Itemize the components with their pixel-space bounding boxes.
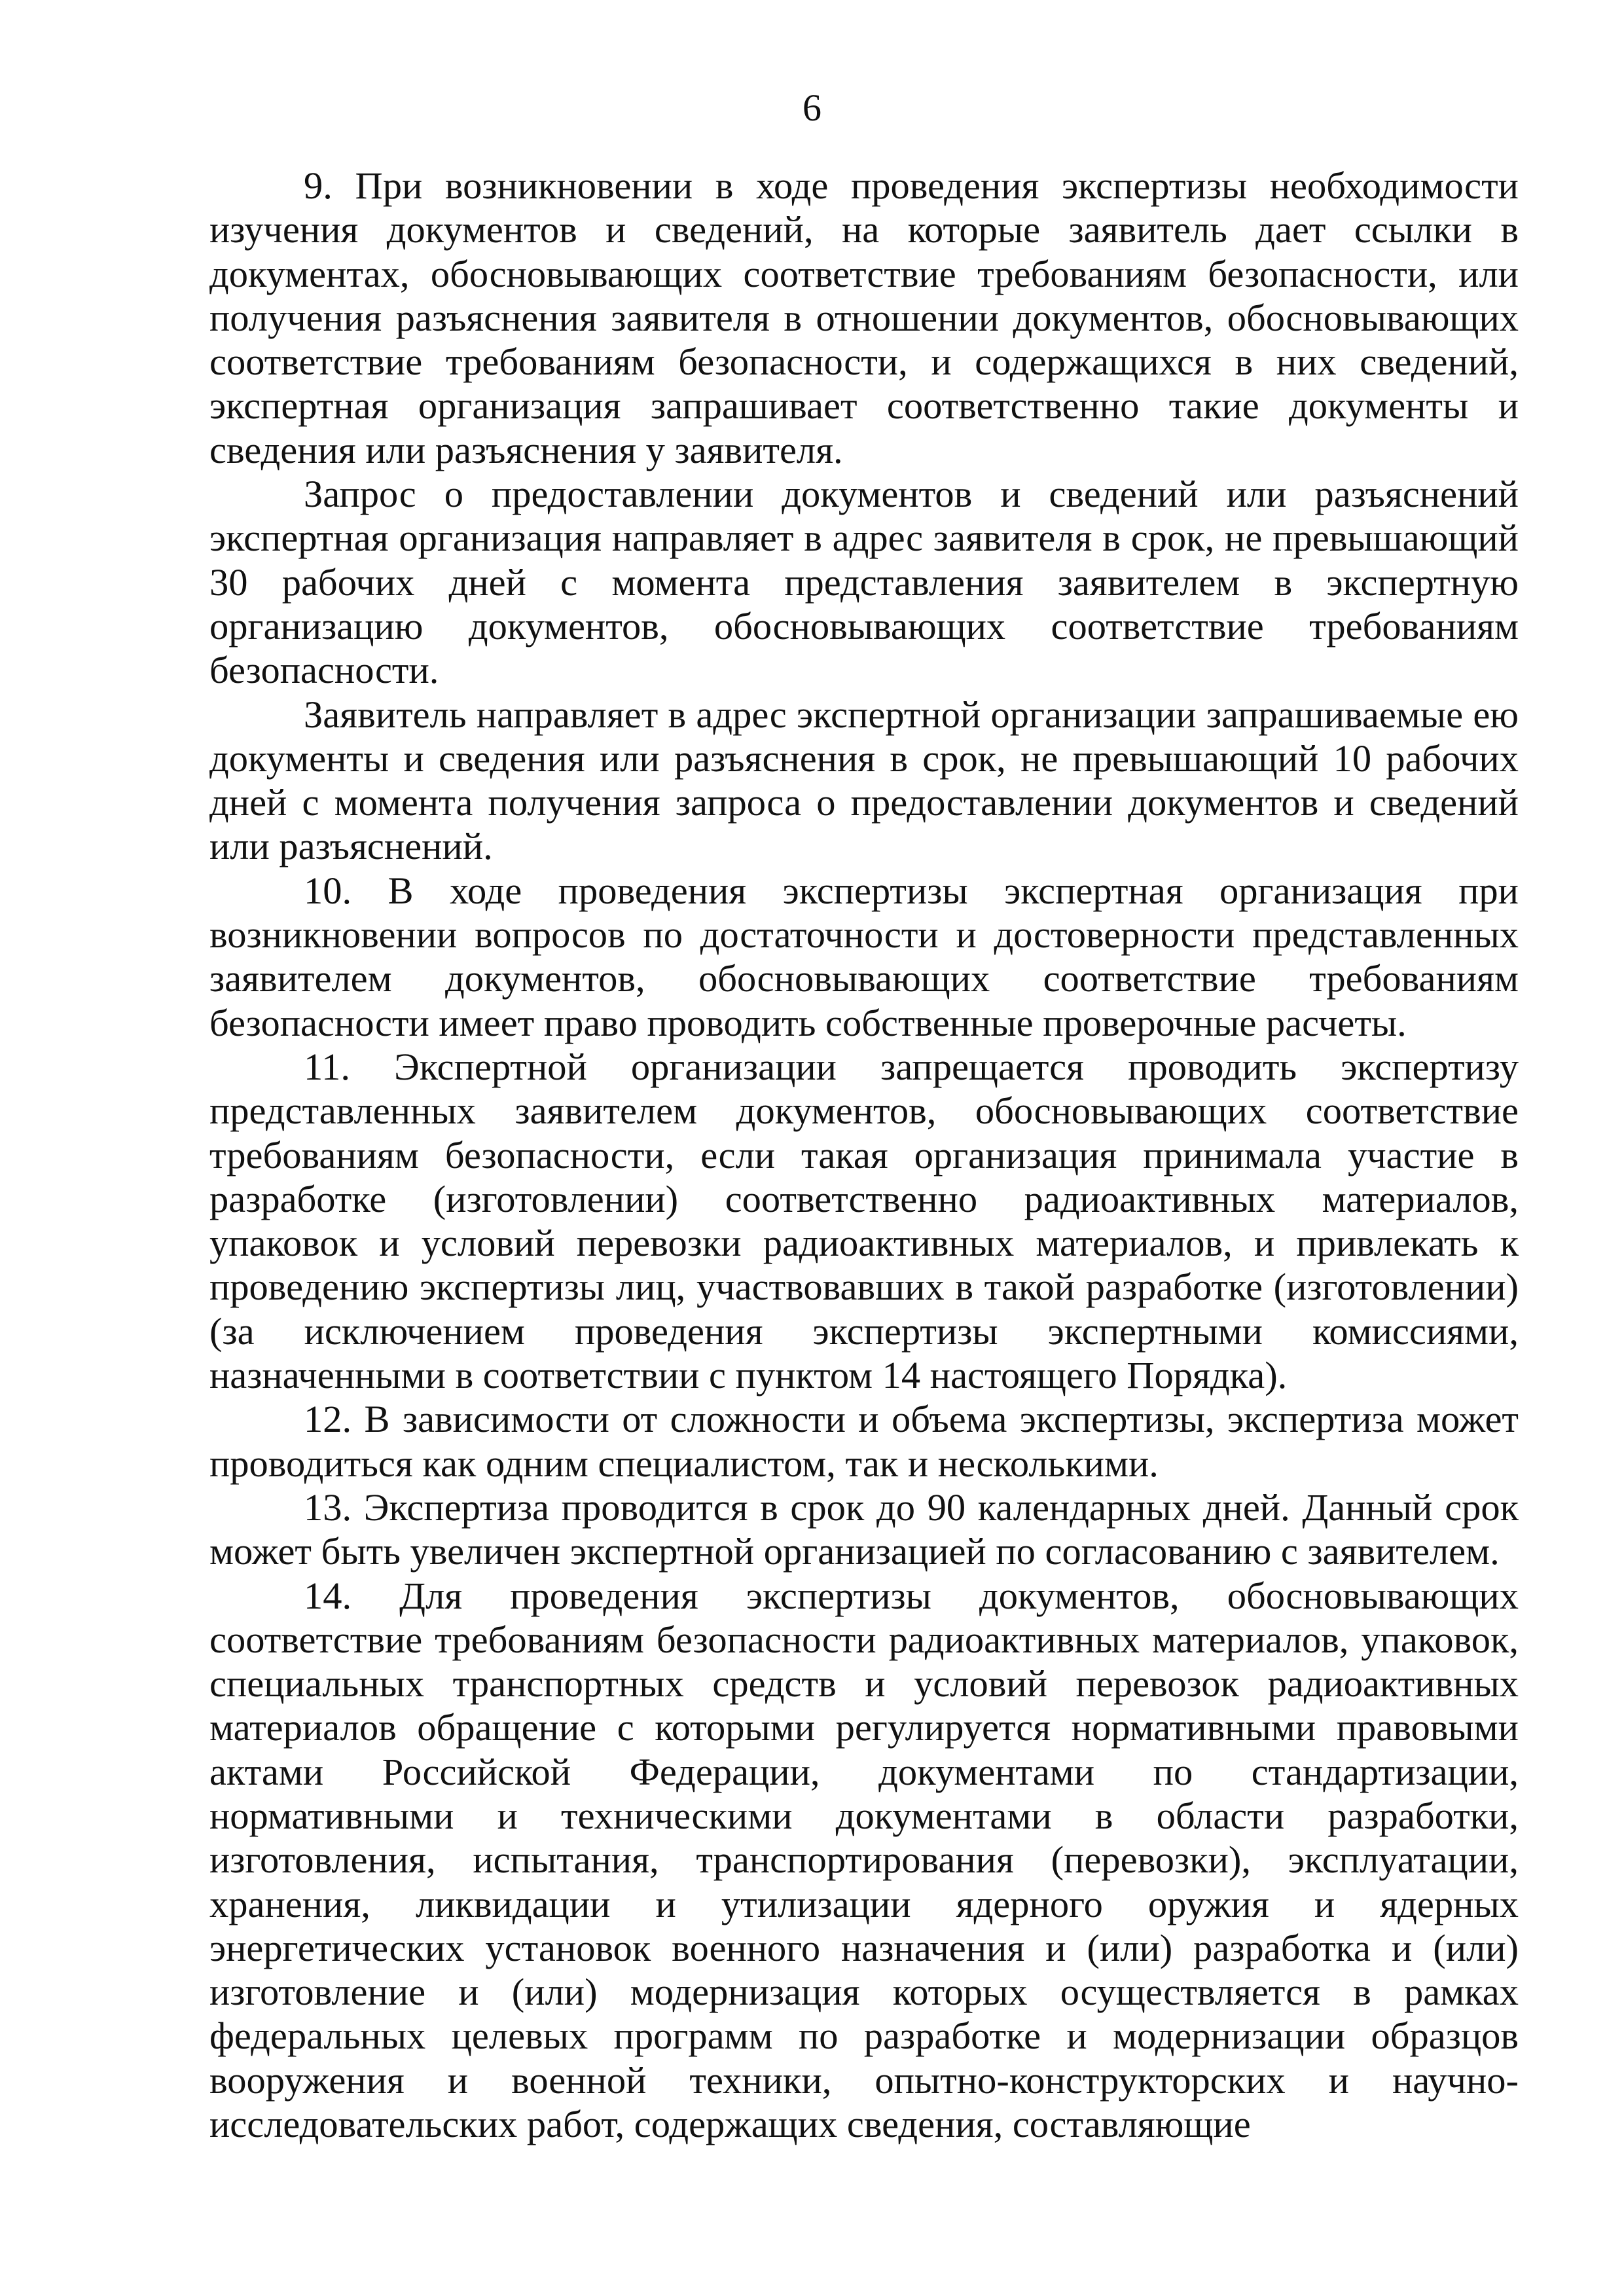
paragraph-14: 14. Для проведения экспертизы документов, обосновывающих соответствие требованиям безопасности радиоактивных материалов, упаковок, специальных транспортных средств и условий перевозок радиоактивных материалов обращение с которыми регулируется нормативными правовыми актами Российской Федерации, документами по стандартизации, нормативными и техническими документами в области разработки, изготовления, испытания, транспортирования (перевозки), эксплуатации, хранения, ликвидации и утилизации ядерного оружия и ядерных энергетических установок военного назначения и (или) разработка и (или) изготовление и (или) модернизация которых осуществляется в рамках федеральных целевых программ по разработке и модернизации образцов вооружения и военной техники, опытно-конструкторских и научно-исследовательских работ, содержащих сведения, составляющие [209,1574,1519,2146]
document-body [209,164,1519,2146]
paragraph-9: 9. При возникновении в ходе проведения экспертизы необходимости изучения документов и сведений, на которые заявитель дает ссылки в документах, обосновывающих соответствие требованиям безопасности, или получения разъяснения заявителя в отношении документов, обосновывающих соответствие требованиям безопасности, и содержащихся в них сведений, экспертная организация запрашивает соответственно такие документы и сведения или разъяснения у заявителя. [209,164,1519,471]
paragraph-13: 13. Экспертиза проводится в срок до 90 календарных дней. Данный срок может быть увеличен экспертной организацией по согласованию с заявителем. [209,1485,1519,1573]
paragraph-11: 11. Экспертной организации запрещается проводить экспертизу представленных заявителем документов, обосновывающих соответствие требованиям безопасности, если такая организация принимала участие в разработке (изготовлении) соответственно радиоактивных материалов, упаковок и условий перевозки радиоактивных материалов, и привлекать к проведению экспертизы лиц, участвовавших в такой разработке (изготовлении) (за исключением проведения экспертизы экспертными комиссиями, назначенными в соответствии с пунктом 14 настоящего Порядка). [209,1045,1519,1397]
paragraph-12: 12. В зависимости от сложности и объема экспертизы, экспертиза может проводиться как одним специалистом, так и несколькими. [209,1398,1519,1485]
paragraph-10: 10. В ходе проведения экспертизы экспертная организация при возникновении вопросов по достаточности и достоверности представленных заявителем документов, обосновывающих соответствие требованиям безопасности имеет право проводить собственные проверочные расчеты. [209,869,1519,1044]
paragraph-applicant-response: Заявитель направляет в адрес экспертной организации запрашиваемые ею документы и сведения или разъяснения в срок, не превышающий 10 рабочих дней с момента получения запроса о предоставлении документов и сведений или разъяснений. [209,693,1519,868]
page-number: 6 [803,86,821,129]
paragraph-request: Запрос о предоставлении документов и сведений или разъяснений экспертная организация направляет в адрес заявителя в срок, не превышающий 30 рабочих дней с момента представления заявителем в экспертную организацию документов, обосновывающих соответствие требованиям безопасности. [209,473,1519,692]
